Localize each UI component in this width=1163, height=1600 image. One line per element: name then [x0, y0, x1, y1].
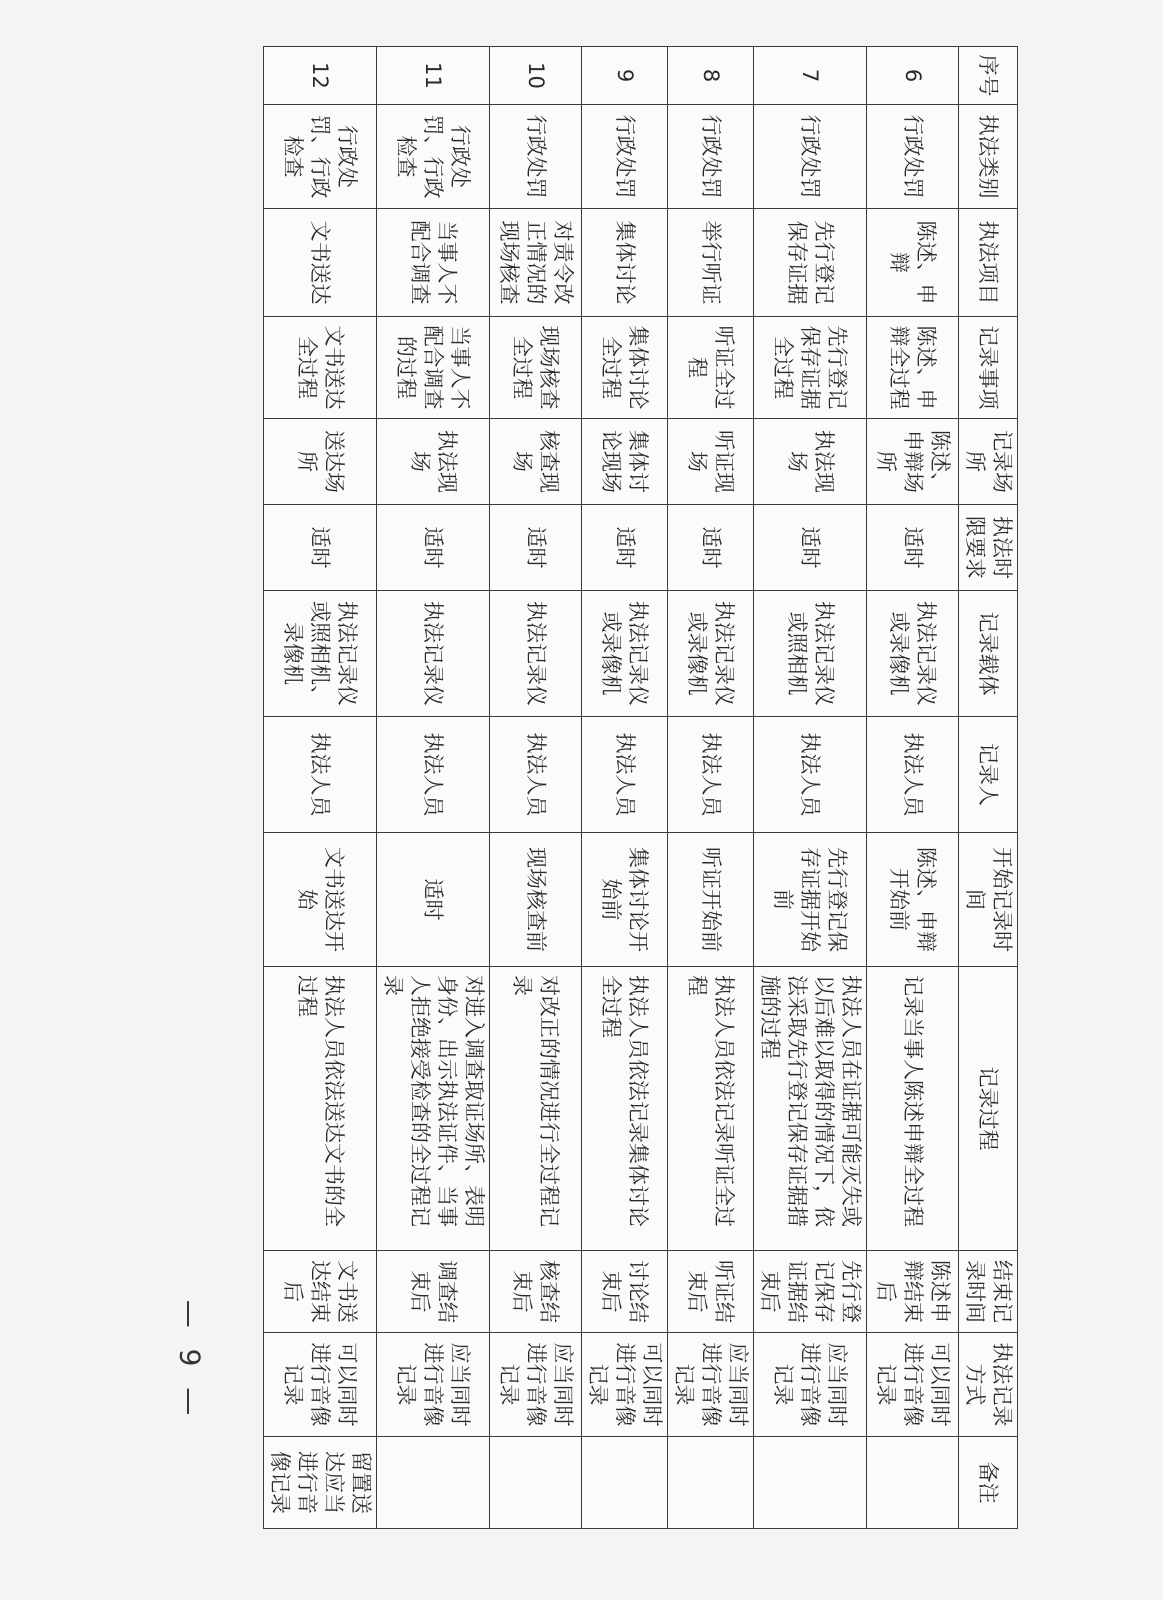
- table-cell: 可以同时进行音像记录: [867, 1333, 959, 1437]
- table-cell: 7: [754, 47, 867, 105]
- header-cell: 序号: [959, 47, 1018, 105]
- law-enforcement-record-table: [263, 46, 1018, 1529]
- table-cell: 集体讨论开始前: [582, 833, 668, 967]
- header-cell: 执法类别: [959, 105, 1018, 209]
- table-cell: 现场核查前: [490, 833, 582, 967]
- table-cell: 陈述、申辩开始前: [867, 833, 959, 967]
- table-cell: 适时: [377, 505, 490, 591]
- table-cell: 应当同时进行音像记录: [668, 1333, 754, 1437]
- header-cell: 开始记录时间: [959, 833, 1018, 967]
- table-cell: 执法人员依法记录听证全过程: [668, 967, 754, 1251]
- table-cell: 10: [490, 47, 582, 105]
- table-cell: 文书送达结束后: [264, 1251, 377, 1333]
- table-cell: 8: [668, 47, 754, 105]
- table-row: [490, 47, 582, 1529]
- table-cell: 执法人员: [867, 717, 959, 833]
- page-number-text: — 9 —: [173, 1299, 207, 1421]
- table-cell: 集体讨论: [582, 209, 668, 317]
- table-cell: 对进入调查取证场所、表明身份、出示执法证件、当事人拒绝接受检查的全过程记录: [377, 967, 490, 1251]
- table-cell: 可以同时进行音像记录: [582, 1333, 668, 1437]
- table-cell: 讨论结束后: [582, 1251, 668, 1333]
- table-header-row: [959, 47, 1018, 1529]
- table-cell: 执法人员: [582, 717, 668, 833]
- table-cell: 现场核查全过程: [490, 317, 582, 419]
- table-row: [377, 47, 490, 1529]
- table-row: [264, 47, 377, 1529]
- table-cell: 先行登记保存证据开始前: [754, 833, 867, 967]
- rotated-table-container: [268, 46, 1018, 1528]
- table-cell: 记录当事人陈述申辩全过程: [867, 967, 959, 1251]
- table-cell: 文书送达全过程: [264, 317, 377, 419]
- table-cell: 调查结束后: [377, 1251, 490, 1333]
- table-cell: 陈述、申辩全过程: [867, 317, 959, 419]
- table-cell: 行政处罚、行政检查: [264, 105, 377, 209]
- table-cell: 当事人不配合调查的过程: [377, 317, 490, 419]
- table-cell: 执法人员依法送达文书的全过程: [264, 967, 377, 1251]
- table-cell: 执法人员: [377, 717, 490, 833]
- header-cell: 执法项目: [959, 209, 1018, 317]
- table-cell: 行政处罚: [867, 105, 959, 209]
- table-cell: 执法现场: [377, 419, 490, 505]
- table-cell: 执法记录仪或录像机: [668, 591, 754, 717]
- page-number: [150, 1280, 230, 1440]
- table-cell: 核查现场: [490, 419, 582, 505]
- table-cell: 适时: [754, 505, 867, 591]
- table-cell: 执法人员依法记录集体讨论全过程: [582, 967, 668, 1251]
- table-cell: 听证开始前: [668, 833, 754, 967]
- table-cell: 文书送达: [264, 209, 377, 317]
- table-cell: 先行登记保存证据全过程: [754, 317, 867, 419]
- table-cell: 当事人不配合调查: [377, 209, 490, 317]
- header-cell: 记录人: [959, 717, 1018, 833]
- table-cell: 陈述申辩结束后: [867, 1251, 959, 1333]
- table-cell: [668, 1437, 754, 1529]
- table-cell: 先行登记保存证据结束后: [754, 1251, 867, 1333]
- table-cell: 听证结束后: [668, 1251, 754, 1333]
- table-cell: 6: [867, 47, 959, 105]
- table-cell: 应当同时进行音像记录: [490, 1333, 582, 1437]
- table-cell: 行政处罚: [754, 105, 867, 209]
- table-cell: 应当同时进行音像记录: [754, 1333, 867, 1437]
- table-cell: 行政处罚、行政检查: [377, 105, 490, 209]
- table-row: [668, 47, 754, 1529]
- table-cell: 集体讨论全过程: [582, 317, 668, 419]
- table-cell: 听证全过程: [668, 317, 754, 419]
- table-cell: 可以同时进行音像记录: [264, 1333, 377, 1437]
- table-cell: 先行登记保存证据: [754, 209, 867, 317]
- table-row: [582, 47, 668, 1529]
- header-cell: 记录场所: [959, 419, 1018, 505]
- table-cell: [377, 1437, 490, 1529]
- table-cell: 执法人员: [264, 717, 377, 833]
- table-cell: 适时: [490, 505, 582, 591]
- header-cell: 备注: [959, 1437, 1018, 1529]
- table-cell: 对责令改正情况的现场核查: [490, 209, 582, 317]
- header-cell: 记录事项: [959, 317, 1018, 419]
- table-cell: 执法人员: [754, 717, 867, 833]
- table-cell: 11: [377, 47, 490, 105]
- table-cell: 行政处罚: [582, 105, 668, 209]
- table-cell: 对改正的情况进行全过程记录: [490, 967, 582, 1251]
- table-cell: 执法记录仪或照相机: [754, 591, 867, 717]
- header-cell: 结束记录时间: [959, 1251, 1018, 1333]
- header-cell: 记录载体: [959, 591, 1018, 717]
- header-cell: 记录过程: [959, 967, 1018, 1251]
- table-cell: [582, 1437, 668, 1529]
- header-cell: 执法时限要求: [959, 505, 1018, 591]
- table-cell: 适时: [264, 505, 377, 591]
- table-cell: 执法现场: [754, 419, 867, 505]
- table-cell: 应当同时进行音像记录: [377, 1333, 490, 1437]
- table-cell: 12: [264, 47, 377, 105]
- table-cell: 执法记录仪: [490, 591, 582, 717]
- table-cell: 执法记录仪或录像机: [867, 591, 959, 717]
- table-cell: 适时: [377, 833, 490, 967]
- table-cell: 听证现场: [668, 419, 754, 505]
- table-cell: 集体讨论现场: [582, 419, 668, 505]
- table-cell: 适时: [867, 505, 959, 591]
- table-row: [754, 47, 867, 1529]
- table-cell: [490, 1437, 582, 1529]
- table-cell: [754, 1437, 867, 1529]
- table-cell: 执法记录仪: [377, 591, 490, 717]
- table-cell: 文书送达开始: [264, 833, 377, 967]
- table-cell: 行政处罚: [490, 105, 582, 209]
- table-cell: 执法记录仪或照相机、录像机: [264, 591, 377, 717]
- table-cell: 举行听证: [668, 209, 754, 317]
- table-cell: [867, 1437, 959, 1529]
- header-cell: 执法记录方式: [959, 1333, 1018, 1437]
- table-cell: 留置送达应当进行音像记录: [264, 1437, 377, 1529]
- table-cell: 9: [582, 47, 668, 105]
- table-cell: 适时: [582, 505, 668, 591]
- table-row: [867, 47, 959, 1529]
- table-cell: 行政处罚: [668, 105, 754, 209]
- table-cell: 送达场所: [264, 419, 377, 505]
- table-cell: 陈述、申辩: [867, 209, 959, 317]
- table-cell: 陈述、申辩场所: [867, 419, 959, 505]
- table-cell: 适时: [668, 505, 754, 591]
- table-cell: 执法记录仪或录像机: [582, 591, 668, 717]
- table-cell: 执法人员: [668, 717, 754, 833]
- table-cell: 执法人员在证据可能灭失或以后难以取得的情况下，依法采取先行登记保存证据措施的过程: [754, 967, 867, 1251]
- table-cell: 核查结束后: [490, 1251, 582, 1333]
- table-cell: 执法人员: [490, 717, 582, 833]
